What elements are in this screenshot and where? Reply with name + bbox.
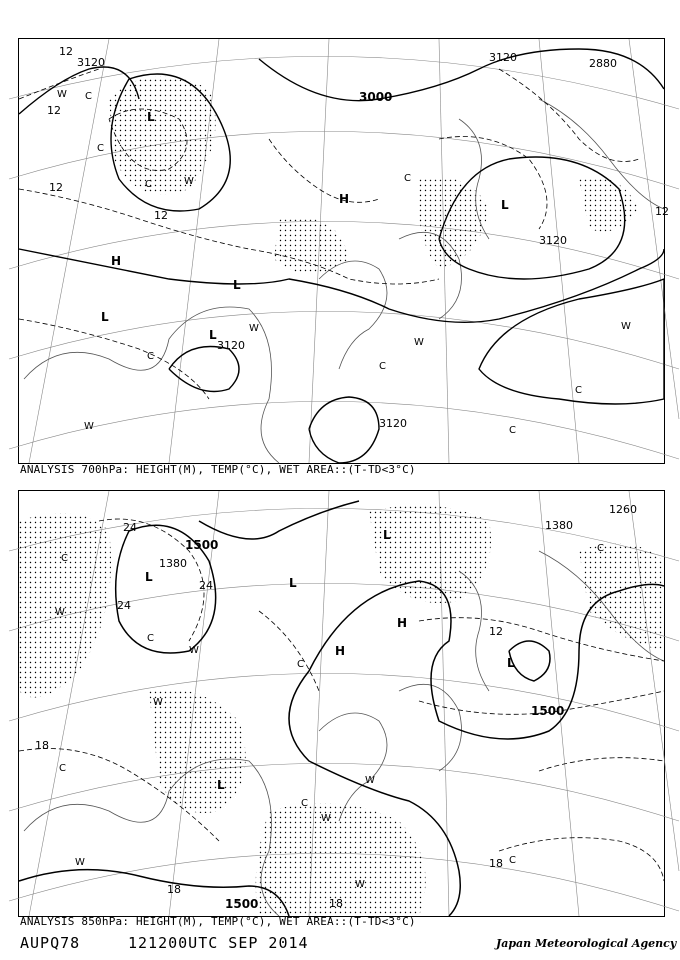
cold-marker: C [404, 173, 411, 184]
height-label: 3120 [489, 51, 517, 64]
high-center: H [335, 644, 346, 658]
product-code: AUPQ78 [20, 934, 81, 952]
temp-label: 24 [117, 599, 131, 612]
warm-marker: W [184, 176, 194, 187]
temp-label: 24 [123, 521, 137, 534]
temp-label: 24 [199, 579, 213, 592]
high-center: H [111, 254, 122, 268]
temp-label: 12 [655, 205, 669, 218]
warm-marker: W [321, 813, 331, 824]
cold-marker: C [145, 179, 152, 190]
temp-label: 12 [49, 181, 63, 194]
low-center: L [289, 576, 297, 590]
height-label: 3120 [77, 56, 105, 69]
agency-credit: Japan Meteorological Agency [496, 937, 677, 950]
height-label: 1260 [609, 503, 637, 516]
low-center: L [101, 310, 109, 324]
cold-marker: C [509, 425, 516, 436]
cold-marker: C [61, 553, 68, 564]
temp-label: 12 [47, 104, 61, 117]
height-label: 3120 [539, 234, 567, 247]
height-label: 1500 [185, 538, 219, 552]
low-center: L [501, 198, 509, 212]
cold-marker: C [379, 361, 386, 372]
warm-marker: W [355, 879, 365, 890]
warm-marker: W [75, 857, 85, 868]
cold-marker: C [85, 91, 92, 102]
cold-marker: C [147, 633, 154, 644]
low-center: L [147, 110, 155, 124]
cold-marker: C [297, 659, 304, 670]
cold-marker: C [597, 543, 604, 554]
warm-marker: W [249, 323, 259, 334]
low-center: L [209, 328, 217, 342]
warm-marker: W [189, 645, 199, 656]
high-center: H [339, 192, 350, 206]
temp-label: 12 [154, 209, 168, 222]
low-center: L [507, 656, 515, 670]
map-700-svg [19, 39, 669, 463]
height-label: 1500 [225, 897, 259, 911]
height-label: 3000 [359, 90, 393, 104]
low-center: L [383, 528, 391, 542]
cold-marker: C [147, 351, 154, 362]
analysis-700hpa-map [18, 38, 669, 464]
warm-marker: W [57, 89, 67, 100]
low-center: L [145, 570, 153, 584]
caption-700hpa: ANALYSIS 700hPa: HEIGHT(M), TEMP(°C), WET AREA::(T-TD<3°C) [20, 463, 416, 476]
cold-marker: C [575, 385, 582, 396]
caption-850hpa: ANALYSIS 850hPa: HEIGHT(M), TEMP(°C), WET AREA::(T-TD<3°C) [20, 915, 416, 928]
temp-label: 18 [35, 739, 49, 752]
analysis-timestamp: 121200UTC SEP 2014 [128, 934, 309, 952]
warm-marker: W [153, 697, 163, 708]
warm-marker: W [365, 775, 375, 786]
low-center: L [233, 278, 241, 292]
cold-marker: C [509, 855, 516, 866]
cold-marker: C [97, 143, 104, 154]
height-label: 2880 [589, 57, 617, 70]
cold-marker: C [59, 763, 66, 774]
height-label: 1380 [159, 557, 187, 570]
height-label: 1380 [545, 519, 573, 532]
analysis-850hpa-map [18, 490, 665, 917]
cold-marker: C [301, 798, 308, 809]
temp-label: 18 [489, 857, 503, 870]
warm-marker: W [84, 421, 94, 432]
warm-marker: W [414, 337, 424, 348]
warm-marker: W [55, 607, 65, 618]
temp-label: 12 [489, 625, 503, 638]
high-center: H [397, 616, 408, 630]
temp-label: 12 [59, 45, 73, 58]
low-center: L [217, 778, 225, 792]
temp-label: 18 [167, 883, 181, 896]
height-label: 3120 [217, 339, 245, 352]
height-label: 3120 [379, 417, 407, 430]
map-850-svg [19, 491, 664, 916]
height-label: 1500 [531, 704, 565, 718]
warm-marker: W [621, 321, 631, 332]
temp-label: 18 [329, 897, 343, 910]
